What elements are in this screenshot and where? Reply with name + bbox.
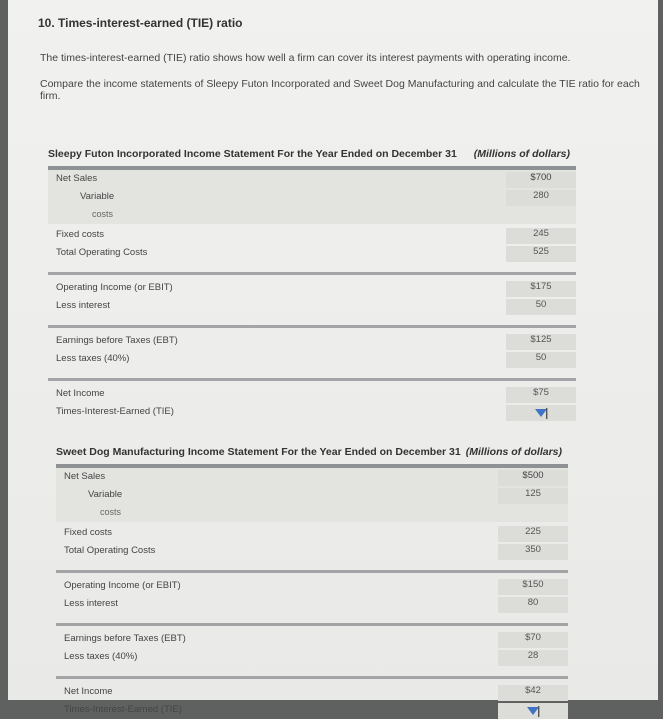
net-sales-label: Net Sales xyxy=(64,471,106,482)
taxes-row xyxy=(48,350,576,368)
statement-title: Sweet Dog Manufacturing Income Statement For the Year Ended on December 31 xyxy=(56,446,461,458)
problem-title: 10. Times-interest-earned (TIE) ratio xyxy=(38,16,243,30)
tie-row xyxy=(56,701,568,719)
tie-dropdown[interactable] xyxy=(526,706,540,717)
ebt-row xyxy=(48,332,576,350)
net-income-row xyxy=(48,385,576,403)
ebt-label: Earnings before Taxes (EBT) xyxy=(56,335,178,346)
ebit-value: $175 xyxy=(506,281,576,297)
divider xyxy=(48,378,576,381)
variable-costs-row xyxy=(56,486,568,504)
taxes-row xyxy=(56,648,568,666)
total-costs-row xyxy=(48,244,576,262)
total-costs-label: Total Operating Costs xyxy=(64,545,156,556)
variable-costs-value: 125 xyxy=(498,488,568,504)
statement-header xyxy=(48,148,576,164)
tie-label: Times-Interest-Earned (TIE) xyxy=(56,406,174,417)
net-income-value: $42 xyxy=(498,685,568,701)
taxes-label: Less taxes (40%) xyxy=(56,353,130,364)
ebt-label: Earnings before Taxes (EBT) xyxy=(64,633,186,644)
net-sales-value: $500 xyxy=(498,470,568,486)
net-income-row xyxy=(56,683,568,701)
problem-description: The times-interest-earned (TIE) ratio shows how well a firm can cover its interest payments with operating income. xyxy=(40,52,571,64)
divider xyxy=(48,272,576,275)
sweet-dog-income-statement xyxy=(56,446,568,719)
costs-section xyxy=(56,468,568,522)
tie-dropdown[interactable] xyxy=(534,408,548,419)
divider xyxy=(56,676,568,679)
fixed-costs-label: Fixed costs xyxy=(56,229,105,240)
variable-costs-label-cont: costs xyxy=(92,209,114,219)
ebt-value: $70 xyxy=(498,632,568,648)
chevron-down-icon[interactable] xyxy=(526,706,540,717)
total-costs-label: Total Operating Costs xyxy=(56,247,148,258)
ebit-value: $150 xyxy=(498,579,568,595)
variable-costs-label: Variable xyxy=(80,191,115,202)
sleepy-futon-income-statement xyxy=(48,148,576,421)
statement-units: (Millions of dollars) xyxy=(473,148,570,160)
costs-section xyxy=(48,170,576,224)
taxes-value: 50 xyxy=(506,352,576,368)
interest-row xyxy=(56,595,568,613)
tie-answer-cell xyxy=(498,703,568,719)
net-sales-label: Net Sales xyxy=(56,173,98,184)
total-costs-value: 350 xyxy=(498,544,568,560)
taxes-value: 28 xyxy=(498,650,568,666)
taxes-label: Less taxes (40%) xyxy=(64,651,138,662)
problem-page xyxy=(8,0,658,715)
variable-costs-row-cont xyxy=(48,206,576,224)
interest-label: Less interest xyxy=(64,598,118,609)
ebit-row xyxy=(56,577,568,595)
total-costs-value: 525 xyxy=(506,246,576,262)
interest-row xyxy=(48,297,576,315)
fixed-costs-row xyxy=(56,524,568,542)
tie-row xyxy=(48,403,576,421)
net-sales-value: $700 xyxy=(506,172,576,188)
fixed-costs-label: Fixed costs xyxy=(64,527,113,538)
ebit-label: Operating Income (or EBIT) xyxy=(64,580,181,591)
statement-header xyxy=(56,446,568,462)
ebit-label: Operating Income (or EBIT) xyxy=(56,282,173,293)
net-sales-row xyxy=(48,170,576,188)
variable-costs-label-cont: costs xyxy=(100,507,122,517)
tie-answer-cell xyxy=(506,405,576,421)
variable-costs-row xyxy=(48,188,576,206)
net-sales-row xyxy=(56,468,568,486)
interest-value: 80 xyxy=(498,597,568,613)
statement-units: (Millions of dollars) xyxy=(465,446,562,458)
statement-title: Sleepy Futon Incorporated Income Statement For the Year Ended on December 31 xyxy=(48,148,457,160)
fixed-costs-value: 225 xyxy=(498,526,568,542)
fixed-costs-value: 245 xyxy=(506,228,576,244)
divider xyxy=(56,570,568,573)
chevron-down-icon[interactable] xyxy=(534,408,548,419)
net-income-value: $75 xyxy=(506,387,576,403)
total-costs-row xyxy=(56,542,568,560)
variable-costs-value: 280 xyxy=(506,190,576,206)
ebit-row xyxy=(48,279,576,297)
interest-value: 50 xyxy=(506,299,576,315)
net-income-label: Net Income xyxy=(64,686,113,697)
problem-instructions: Compare the income statements of Sleepy Futon Incorporated and Sweet Dog Manufacturing and calculate the TIE ratio for each firm. xyxy=(40,78,640,102)
interest-label: Less interest xyxy=(56,300,110,311)
variable-costs-label: Variable xyxy=(88,489,123,500)
fixed-costs-row xyxy=(48,226,576,244)
ebt-row xyxy=(56,630,568,648)
divider xyxy=(56,623,568,626)
net-income-label: Net Income xyxy=(56,388,105,399)
ebt-value: $125 xyxy=(506,334,576,350)
divider xyxy=(48,325,576,328)
tie-label: Times-Interest-Earned (TIE) xyxy=(64,704,182,715)
variable-costs-row-cont xyxy=(56,504,568,522)
